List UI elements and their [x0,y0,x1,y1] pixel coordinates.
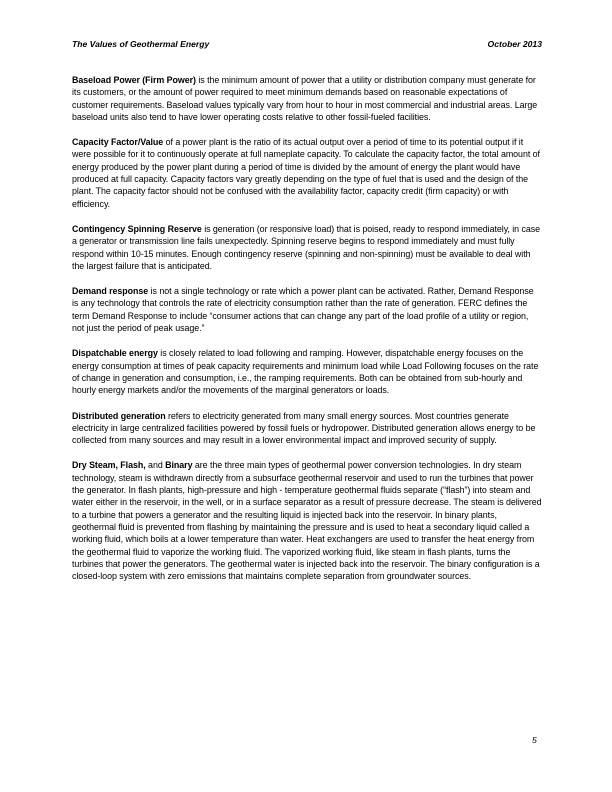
glossary-entry-baseload-power [72,74,542,123]
header-title: The Values of Geothermal Energy [72,39,210,49]
glossary-term-dry-steam-flash: Dry Steam, Flash, [72,460,146,471]
glossary-term: Capacity Factor/Value [72,137,164,148]
glossary-entry-distributed-generation [72,410,542,447]
glossary-definition: is closely related to load following and ramping. However, dispatchable energy focuses on the energy consumption at times of peak capacity requirements and minimum load while Load Following focuses on the rate of change in generation and consumption, i.e., the ramping requirements. Both can be obtained from sub-hourly and hourly energy markets and/or the movements of the marginal generators or loads. [72,348,539,396]
glossary-definition: is generation (or responsive load) that is poised, ready to respond immediately, in case a generator or transmission line fails unexpectedly. Spinning reserve begins to respond immediately and must fully respond within 10-15 minutes. Enough contingency reserve (spinning and non-spinning) must be available to deal with the largest failure that is anticipated. [72,223,541,271]
glossary-definition: is not a single technology or rate which a power plant can be activated. Rather, Demand Response is any technology that controls the rate of electricity consumption rather than the rate of generation. FERC defines the term Demand Response to include “consumer actions that can change any part of the load profile of a utility or region, not just the period of peak usage.” [72,286,534,334]
glossary-term: Distributed generation [72,410,166,421]
glossary-term: Demand response [72,286,149,297]
glossary-definition: of a power plant is the ratio of its actual output over a period of time to its potential output if it were possible for it to continuously operate at full nameplate capacity. To calculate the capacity factor, the total amount of energy produced by the power plant during a period of time is divided by the amount of energy the plant would have produced at full capacity. Capacity factors vary greatly depending on the type of fuel that is used and the design of the plant. The capacity factor should not be confused with the availability factor, capacity credit (firm capacity) or with efficiency. [72,137,540,209]
glossary-term: Contingency Spinning Reserve [72,223,202,234]
glossary-term-connector: and [145,460,166,471]
glossary-entry-dry-steam-flash-binary [72,459,542,582]
running-header [72,39,542,53]
glossary-content [72,74,542,595]
glossary-definition: is the minimum amount of power that a utility or distribution company must generate for its customers, or the amount of power required to meet minimum demands based on reasonable expectations of customer requirements. Baseload values typically vary from hour to hour in most commercial and industrial areas. Large baseload units also tend to have lower operating costs relative to other fossil-fueled facilities. [72,75,538,122]
page-number: 5 [532,735,537,745]
glossary-term-binary: Binary [165,460,193,471]
glossary-entry-capacity-factor [72,136,542,210]
glossary-entry-demand-response [72,285,542,334]
glossary-definition: are the three main types of geothermal power conversion technologies. In dry steam technology, steam is withdrawn directly from a subsurface geothermal reservoir and used to run the turbines that power the generator. In flash plants, high-pressure and high - temperature geothermal fluids separate (“flash”) into steam and water either in the reservoir, in the well, or in a surface separator as a result of pressure decrease. The steam is delivered to a turbine that powers a generator and the resulting liquid is injected back into the reservoir. In binary plants, geothermal fluid is prevented from flashing by maintaining the pressure and is used to heat a secondary liquid called a working fluid, which boils at a lower temperature than water. Heat exchangers are used to transfer the heat energy from the geothermal fluid to vaporize the working fluid. The vaporized working fluid, like steam in flash plants, turns the turbines that power the generators. The geothermal water is injected back into the reservoir. The binary configuration is a closed-loop system with zero emissions that maintains complete separation from groundwater sources. [72,460,542,582]
header-date: October 2013 [487,39,542,49]
glossary-entry-contingency-spinning-reserve [72,223,542,272]
glossary-definition: refers to electricity generated from many small energy sources. Most countries generate electricity in large centralized facilities powered by fossil fuels or hydropower. Distributed generation allows energy to be collected from many sources and may result in a lower environmental impact and improved security of supply. [72,410,536,446]
glossary-entry-dispatchable-energy [72,347,542,396]
glossary-term: Baseload Power (Firm Power) [72,75,196,85]
glossary-term: Dispatchable energy [72,348,158,359]
